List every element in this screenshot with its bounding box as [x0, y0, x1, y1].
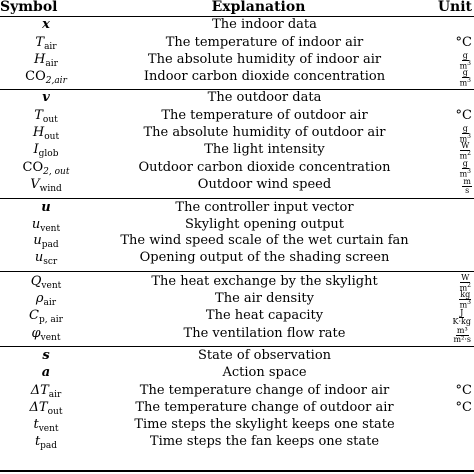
row-symbol: [0, 52, 92, 67]
unit-denominator: s: [465, 186, 470, 195]
unit-denominator: $m^3$: [459, 77, 471, 88]
table-row: [0, 416, 474, 432]
unit-numerator: g: [462, 159, 468, 169]
unit-numerator: g: [462, 124, 468, 134]
symbol-main: ρ: [35, 290, 44, 306]
row-symbol: [0, 108, 92, 123]
unit-denominator: $m^2$: [459, 150, 471, 161]
row-explanation: Indoor carbon dioxide concentration: [143, 68, 386, 84]
row-symbol: [0, 417, 92, 432]
symbol-subscript: vent: [41, 280, 62, 291]
symbol-subscript: out: [44, 131, 60, 142]
symbol-subscript: out: [47, 406, 63, 417]
symbol-subscript: vent: [40, 223, 61, 234]
table-rule: [0, 346, 474, 347]
row-explanation: Time steps the fan keeps one state: [149, 433, 380, 449]
table-row: [0, 107, 474, 123]
table-row: [0, 89, 474, 105]
row-symbol: [0, 160, 92, 175]
symbol-subscript: vent: [40, 332, 61, 343]
row-explanation: State of observation: [197, 347, 332, 363]
unit-numerator: m³: [456, 326, 468, 335]
table-row: [0, 199, 474, 215]
row-explanation: Outdoor carbon dioxide concentration: [138, 159, 391, 175]
symbol-subscript: 2, out: [43, 166, 70, 177]
header-unit: Unit: [437, 0, 472, 15]
symbol-subscript: scr: [43, 256, 58, 267]
symbol-main: T: [34, 107, 43, 123]
table-row: [0, 124, 474, 144]
unit-numerator: m: [463, 177, 471, 186]
row-explanation: The absolute humidity of indoor air: [147, 51, 382, 67]
symbol-subscript: wind: [39, 183, 62, 194]
table-row: [0, 382, 474, 398]
row-explanation: The outdoor data: [207, 89, 322, 105]
table-rule: [0, 198, 474, 199]
table-row: [0, 399, 474, 415]
symbol-main: ΔT: [29, 399, 48, 415]
unit-denominator: K·kg: [452, 317, 471, 326]
row-symbol: [0, 17, 92, 32]
symbol-main: I: [33, 141, 39, 157]
row-symbol: [0, 383, 92, 398]
row-unit: °C: [455, 399, 472, 415]
table-row: [0, 290, 474, 310]
table-rule: [0, 16, 474, 17]
row-explanation: Skylight opening output: [184, 216, 345, 232]
symbol-main: φ: [31, 325, 41, 341]
table-row: [0, 364, 474, 380]
table-header: [0, 0, 474, 13]
table-row: [0, 216, 474, 232]
row-explanation: The temperature of indoor air: [165, 34, 364, 50]
row-symbol: [0, 365, 92, 380]
row-explanation: Time steps the skylight keeps one state: [134, 416, 395, 432]
unit-denominator: $m^3$: [459, 133, 471, 144]
symbol-subscript: air: [44, 41, 57, 52]
symbol-main: V: [30, 176, 40, 192]
row-unit: [437, 173, 474, 195]
symbol-subscript: pad: [41, 239, 59, 250]
unit-denominator: $m^3$: [459, 299, 471, 310]
symbol-subscript: glob: [38, 148, 59, 159]
row-symbol: [0, 217, 92, 232]
unit-numerator: W: [461, 273, 470, 283]
unit-numerator: g: [462, 51, 468, 61]
row-symbol: [0, 348, 92, 363]
unit-denominator: $m^3$: [459, 60, 471, 71]
table-row: [0, 273, 474, 293]
symbol-main: T: [35, 34, 45, 50]
row-symbol: [0, 142, 92, 157]
row-symbol: [0, 326, 92, 341]
symbol-main: C: [29, 307, 39, 323]
symbol-subscript: p, air: [38, 314, 63, 325]
table-rule: [0, 89, 474, 90]
table-row: [0, 16, 474, 32]
symbol-main: u: [41, 199, 51, 215]
table-row: [0, 68, 474, 88]
row-explanation: The light intensity: [204, 141, 325, 157]
unit-numerator: J: [460, 308, 464, 317]
table-row: [0, 51, 474, 71]
row-symbol: [0, 69, 92, 84]
row-symbol: [0, 308, 92, 323]
symbol-main: a: [41, 364, 51, 380]
row-explanation: The temperature change of outdoor air: [135, 399, 394, 415]
symbol-main: CO: [25, 68, 46, 84]
table-row: [0, 433, 474, 449]
unit-numerator: kg: [460, 290, 471, 300]
symbol-main: u: [33, 232, 42, 248]
row-unit: °C: [455, 382, 472, 398]
table-row: [0, 347, 474, 363]
table-rule: [0, 271, 474, 272]
row-explanation: The heat capacity: [205, 307, 324, 323]
symbol-main: Q: [30, 273, 42, 289]
row-unit: °C: [455, 107, 472, 123]
row-explanation: The air density: [215, 290, 314, 306]
row-symbol: [0, 200, 92, 215]
unit-numerator: W: [461, 141, 470, 151]
row-symbol: [0, 274, 92, 289]
unit-denominator: $m^2$: [459, 282, 471, 293]
symbol-subscript: air: [45, 58, 58, 69]
row-explanation: The temperature change of indoor air: [139, 382, 390, 398]
unit-denominator: $m^3$: [459, 168, 471, 179]
symbol-main: u: [31, 216, 41, 232]
row-unit: [437, 64, 474, 88]
row-symbol: [0, 400, 92, 415]
symbol-main: v: [42, 89, 50, 105]
table-row: [0, 141, 474, 161]
symbol-subscript: vent: [38, 423, 59, 434]
symbol-main: H: [34, 51, 46, 67]
row-symbol: [0, 35, 92, 50]
table-row: [0, 232, 474, 248]
row-explanation: The indoor data: [212, 16, 317, 32]
symbol-main: ΔT: [30, 382, 49, 398]
symbol-main: CO: [22, 159, 44, 175]
row-symbol: [0, 250, 92, 265]
symbol-subscript: air: [48, 389, 62, 400]
unit-denominator: m²·s: [453, 335, 471, 344]
header-explanation: Explanation: [211, 0, 306, 15]
table-row: [0, 34, 474, 50]
row-unit: [437, 322, 474, 344]
row-symbol: [0, 291, 92, 306]
table-row: [0, 159, 474, 179]
unit-fraction: [459, 69, 472, 88]
symbol-subscript: 2,air: [45, 75, 67, 86]
row-explanation: The ventilation flow rate: [183, 325, 346, 341]
symbol-main: t: [33, 416, 39, 432]
unit-fraction: [453, 327, 472, 344]
table-rule: [0, 470, 474, 472]
unit-numerator: g: [462, 68, 468, 78]
row-explanation: The heat exchange by the skylight: [151, 273, 378, 289]
table-row: [0, 176, 474, 195]
table-row: [0, 325, 474, 344]
row-symbol: [0, 233, 92, 248]
table-row: [0, 249, 474, 265]
row-symbol: [0, 177, 92, 192]
row-explanation: The absolute humidity of outdoor air: [143, 124, 386, 140]
symbol-main: u: [34, 249, 44, 265]
symbol-main: H: [32, 124, 45, 140]
symbol-main: t: [34, 433, 41, 449]
symbol-subscript: pad: [40, 440, 58, 451]
row-explanation: Outdoor wind speed: [197, 176, 332, 192]
unit-fraction: [462, 178, 472, 195]
header-symbol: Symbol: [0, 0, 58, 15]
table-row: [0, 307, 474, 326]
row-symbol: [0, 90, 92, 105]
row-symbol: [0, 434, 92, 449]
symbol-subscript: out: [42, 114, 58, 125]
symbol-main: s: [42, 347, 50, 363]
symbol-main: x: [42, 16, 50, 32]
symbol-subscript: air: [43, 297, 57, 308]
row-explanation: The temperature of outdoor air: [161, 107, 368, 123]
row-explanation: Action space: [222, 364, 307, 380]
row-explanation: The wind speed scale of the wet curtain fan: [120, 232, 409, 248]
row-unit: °C: [455, 34, 472, 50]
row-explanation: The controller input vector: [175, 199, 354, 215]
row-symbol: [0, 125, 92, 140]
row-explanation: Opening output of the shading screen: [139, 249, 390, 265]
